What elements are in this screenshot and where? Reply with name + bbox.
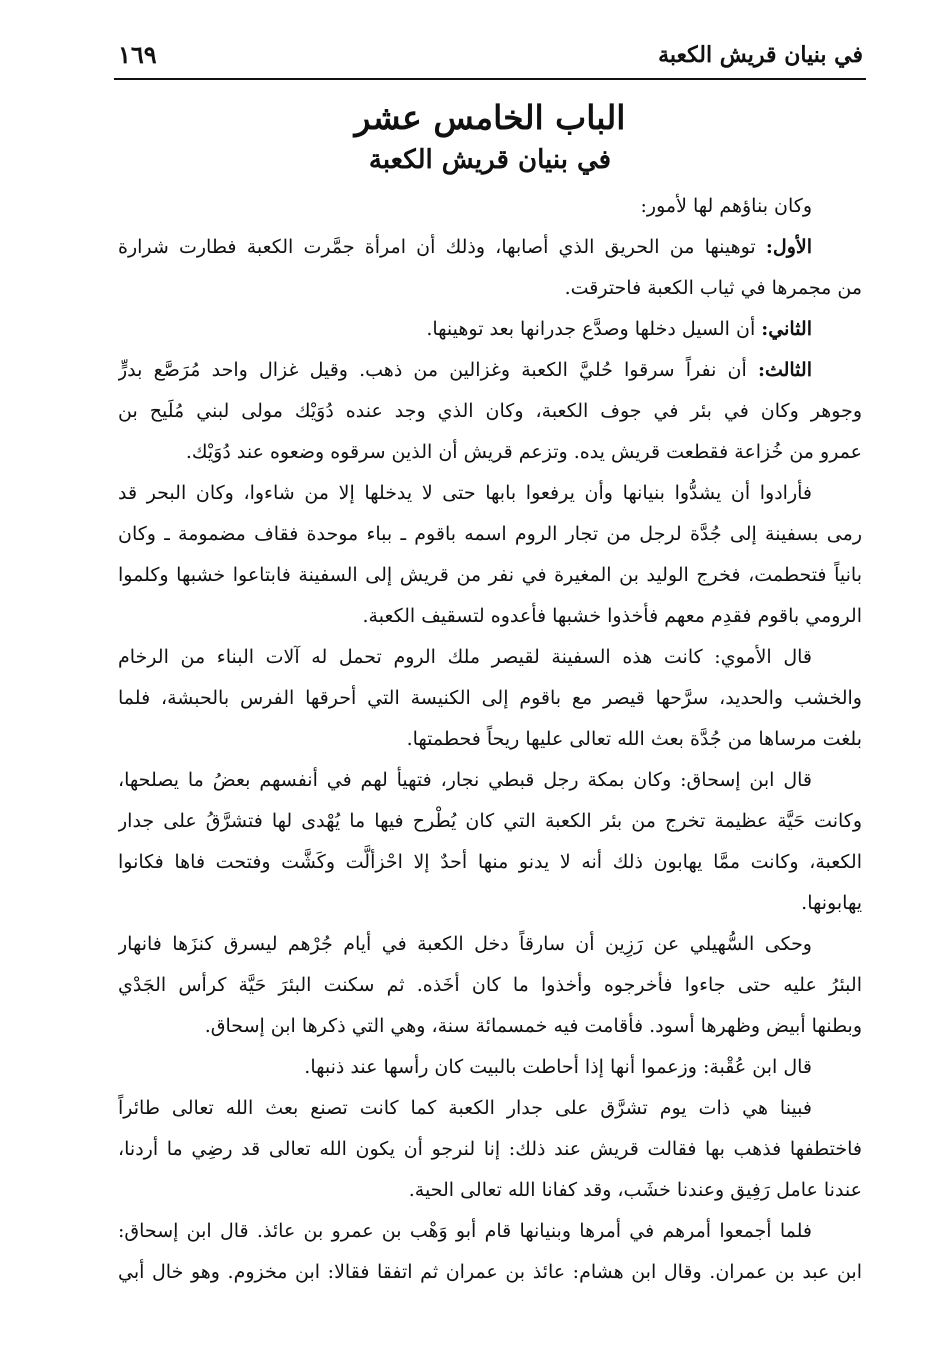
line-text: فلما أجمعوا أمرهم في أمرها وبنيانها قام أبو وَهْب بن عمرو بن عائذ. قال ابن إسحاق: [118,1220,812,1242]
text-line [118,1088,862,1129]
text-line [118,637,862,678]
line-text: بانياً فتحطمت، فخرج الوليد بن المغيرة في نفر من قريش إلى السفينة فابتاعوا خشبها وكلموا [118,564,862,586]
body-text [118,186,862,1293]
line-text: ابن عبد بن عمران. وقال ابن هشام: عائذ بن عمران ثم اتفقا فقالا: ابن مخزوم. وهو خال أبي [118,1261,862,1283]
line-text: قال الأموي: كانت هذه السفينة لقيصر ملك الروم تحمل له آلات البناء من الرخام [118,646,812,668]
text-line [118,924,862,965]
running-header [118,38,863,74]
text-line [118,965,862,1006]
line-text: والخشب والحديد، سرَّحها قيصر مع باقوم إلى الكنيسة التي أحرقها الفرس بالحبشة، فلما [118,687,862,709]
line-text: توهينها من الحريق الذي أصابها، وذلك أن امرأة جمَّرت الكعبة فطارت شرارة [118,236,766,258]
text-line [118,760,862,801]
text-line [118,473,862,514]
line-lead-term: الأول: [765,236,812,258]
text-line [118,227,862,268]
line-text: من مجمرها في ثياب الكعبة فاحترقت. [564,277,862,299]
header-rule [114,78,866,80]
text-line [118,268,862,309]
line-text: وحكى السُّهيلي عن رَزِين أن سارقاً دخل الكعبة في أيام جُرْهم ليسرق كنزَها فانهار [118,933,812,955]
text-line [118,1006,862,1047]
text-line [118,514,862,555]
text-line [118,555,862,596]
line-text: وبطنها أبيض وظهرها أسود. فأقامت فيه خمسمائة سنة، وهي التي ذكرها ابن إسحاق. [204,1015,862,1037]
running-title: في بنيان قريش الكعبة [658,42,863,68]
page-number: ١٦٩ [118,40,157,69]
line-lead-term: الثالث: [757,359,812,381]
text-line [118,186,862,227]
line-text: رمى بسفينة إلى جُدَّة لرجل من تجار الروم اسمه باقوم ـ بباء موحدة فقاف مضمومة ـ وكان [118,523,862,545]
line-text: البئرُ عليه حتى جاءوا فأخرجوه وأخذوا ما كان أخَذه. ثم سكنت البئرَ حَيَّة كرأس الجَدْي [118,974,862,996]
text-line [118,883,862,924]
text-line [118,391,862,432]
line-text: يهابونها. [801,892,862,914]
text-line [118,801,862,842]
line-text: الرومي باقوم فقدِم معهم فأخذوا خشبها فأعدوه لتسقيف الكعبة. [362,605,862,627]
line-text: عمرو من خُزاعة فقطعت قريش يده. وتزعم قريش أن الذين سرقوه وضعوه عند دُوَيْك. [185,441,862,463]
chapter-title: الباب الخامس عشر [354,98,626,137]
line-lead-term: الثاني: [761,318,812,340]
line-text: عندنا عامل رَفِيق وعندنا خشَب، وقد كفانا الله تعالى الحية. [408,1179,862,1201]
line-text: أن السيل دخلها وصدَّع جدرانها بعد توهينها. [426,318,762,340]
line-text: فأرادوا أن يشدُّوا بنيانها وأن يرفعوا بابها حتى لا يدخلها إلا من شاءوا، وكان البحر قد [118,482,812,504]
text-line [118,1047,862,1088]
text-line [118,719,862,760]
line-text: بلغت مرساها من جُدَّة بعث الله تعالى عليها ريحاً فحطمتها. [406,728,862,750]
text-line [118,1170,862,1211]
line-text: فاختطفها فذهب بها فقالت قريش عند ذلك: إنا لنرجو أن يكون الله تعالى قد رضِي ما أردنا، [118,1138,862,1160]
text-line [118,1129,862,1170]
line-text: أن نفراً سرقوا حُليَّ الكعبة وغزالين من ذهب. وقيل غزال واحد مُرَصَّع بدرٍّ [118,359,758,381]
text-line [118,432,862,473]
line-text: قال ابن عُقْبة: وزعموا أنها إذا أحاطت بالبيت كان رأسها عند ذنبها. [304,1056,812,1078]
line-text: وجوهر وكان في بئر في جوف الكعبة، وكان الذي وجد عنده دُوَيْك مولى لبني مُلَيح بن [118,400,862,422]
text-line [118,678,862,719]
text-line [118,309,862,350]
line-text: وكان بناؤهم لها لأمور: [640,195,812,217]
line-text: الكعبة، وكانت ممَّا يهابون ذلك أنه لا يدنو منها أحدٌ إلا احْزألَّت وكَشَّت وفتحت فاها فكانوا [118,851,862,873]
line-text: فبينا هي ذات يوم تشرَّق على جدار الكعبة كما كانت تصنع بعث الله تعالى طائراً [118,1097,812,1119]
text-line [118,350,862,391]
text-line [118,596,862,637]
line-text: وكانت حَيَّة عظيمة تخرج من بئر الكعبة التي كان يُطْرح فيها ما يُهْدى لها فتشرَّقُ على جدار [118,810,862,832]
line-text: قال ابن إسحاق: وكان بمكة رجل قبطي نجار، فتهيأ لهم في أنفسهم بعضُ ما يصلحها، [118,769,812,791]
chapter-subtitle: في بنيان قريش الكعبة [368,145,612,175]
text-line [118,1211,862,1252]
text-line [118,842,862,883]
text-line [118,1252,862,1293]
